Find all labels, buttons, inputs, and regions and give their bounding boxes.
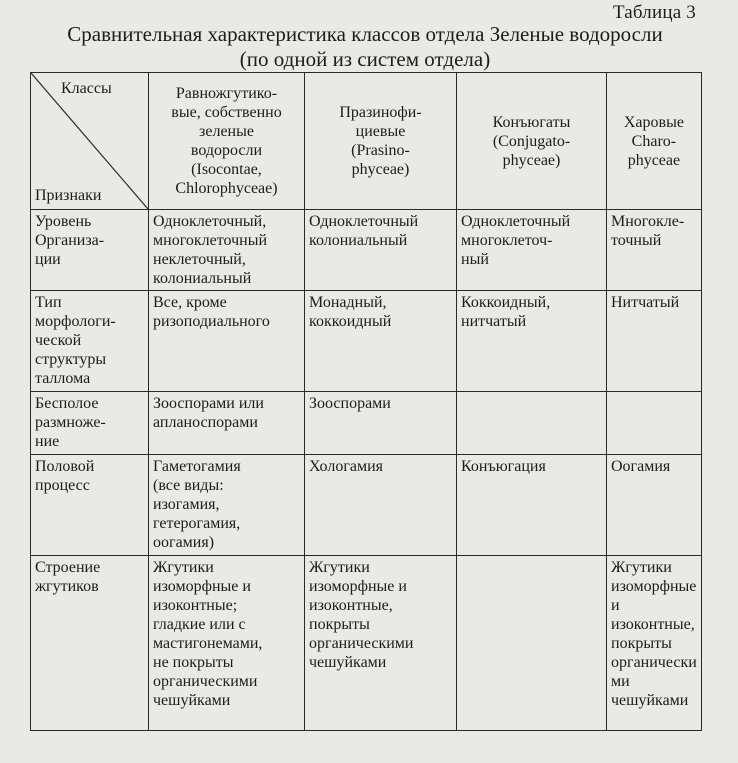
classes-label: Классы	[61, 80, 112, 97]
table-cell: Жгутики изоморфные и изоконтные, покрыты органическими чешуйками	[305, 556, 457, 731]
feature-cell: Уровень Организа- ции	[31, 210, 149, 291]
table-cell: Оогамия	[607, 455, 702, 556]
features-label: Признаки	[35, 187, 102, 204]
table-title: Сравнительная характеристика классов отдела Зеленые водоросли (по одной из систем отдела)	[67, 22, 663, 71]
table-cell: Хологамия	[305, 455, 457, 556]
table-number: Таблица 3	[612, 2, 696, 23]
feature-cell: Строение жгутиков	[31, 556, 149, 731]
table-row	[31, 291, 702, 392]
corner-header-cell	[31, 73, 149, 210]
table-cell: Конъюгация	[457, 455, 607, 556]
table-cell: Одноклеточный колониальный	[305, 210, 457, 291]
table-cell: Коккоидный, нитчатый	[457, 291, 607, 392]
table-cell: Нитчатый	[607, 291, 702, 392]
table-cell: Зооспорами	[305, 392, 457, 455]
class-header-isocontae: Равножгутико- вые, собственно зеленые водоросли (Isocontae, Chlorophyceae)	[149, 73, 305, 210]
table-cell: Одноклеточный многоклеточ- ный	[457, 210, 607, 291]
table-cell: Зооспорами или апланоспорами	[149, 392, 305, 455]
table-cell: Монадный, коккоидный	[305, 291, 457, 392]
table-row	[31, 556, 702, 731]
feature-cell: Половой процесс	[31, 455, 149, 556]
table-cell: Жгутики изоморфные и изоконтные, покрыты органически ми чешуйками	[607, 556, 702, 731]
table-row	[31, 455, 702, 556]
table-row	[31, 210, 702, 291]
table-cell: Все, кроме ризоподиального	[149, 291, 305, 392]
feature-cell: Бесполое размноже- ние	[31, 392, 149, 455]
table-cell: Одноклеточный, многоклеточный неклеточный, колониальный	[149, 210, 305, 291]
class-header-prasinophyceae: Празинофи- циевые (Prasino- phyceae)	[305, 73, 457, 210]
table-cell	[457, 392, 607, 455]
class-header-conjugatophyceae: Конъюгаты (Conjugato- phyceae)	[457, 73, 607, 210]
table-cell: Жгутики изоморфные и изоконтные; гладкие или с мастигонемами, не покрыты органическими чешуйками	[149, 556, 305, 731]
table-row	[31, 392, 702, 455]
class-header-charophyceae: Харовые Charo- phyceae	[607, 73, 702, 210]
table-cell	[457, 556, 607, 731]
feature-cell: Тип морфологи- ческой структуры таллома	[31, 291, 149, 392]
table-cell: Многокле- точный	[607, 210, 702, 291]
table-cell	[607, 392, 702, 455]
table-cell: Гаметогамия (все виды: изогамия, гетерогамия, оогамия)	[149, 455, 305, 556]
comparison-table	[30, 72, 702, 731]
header-row	[31, 73, 702, 210]
